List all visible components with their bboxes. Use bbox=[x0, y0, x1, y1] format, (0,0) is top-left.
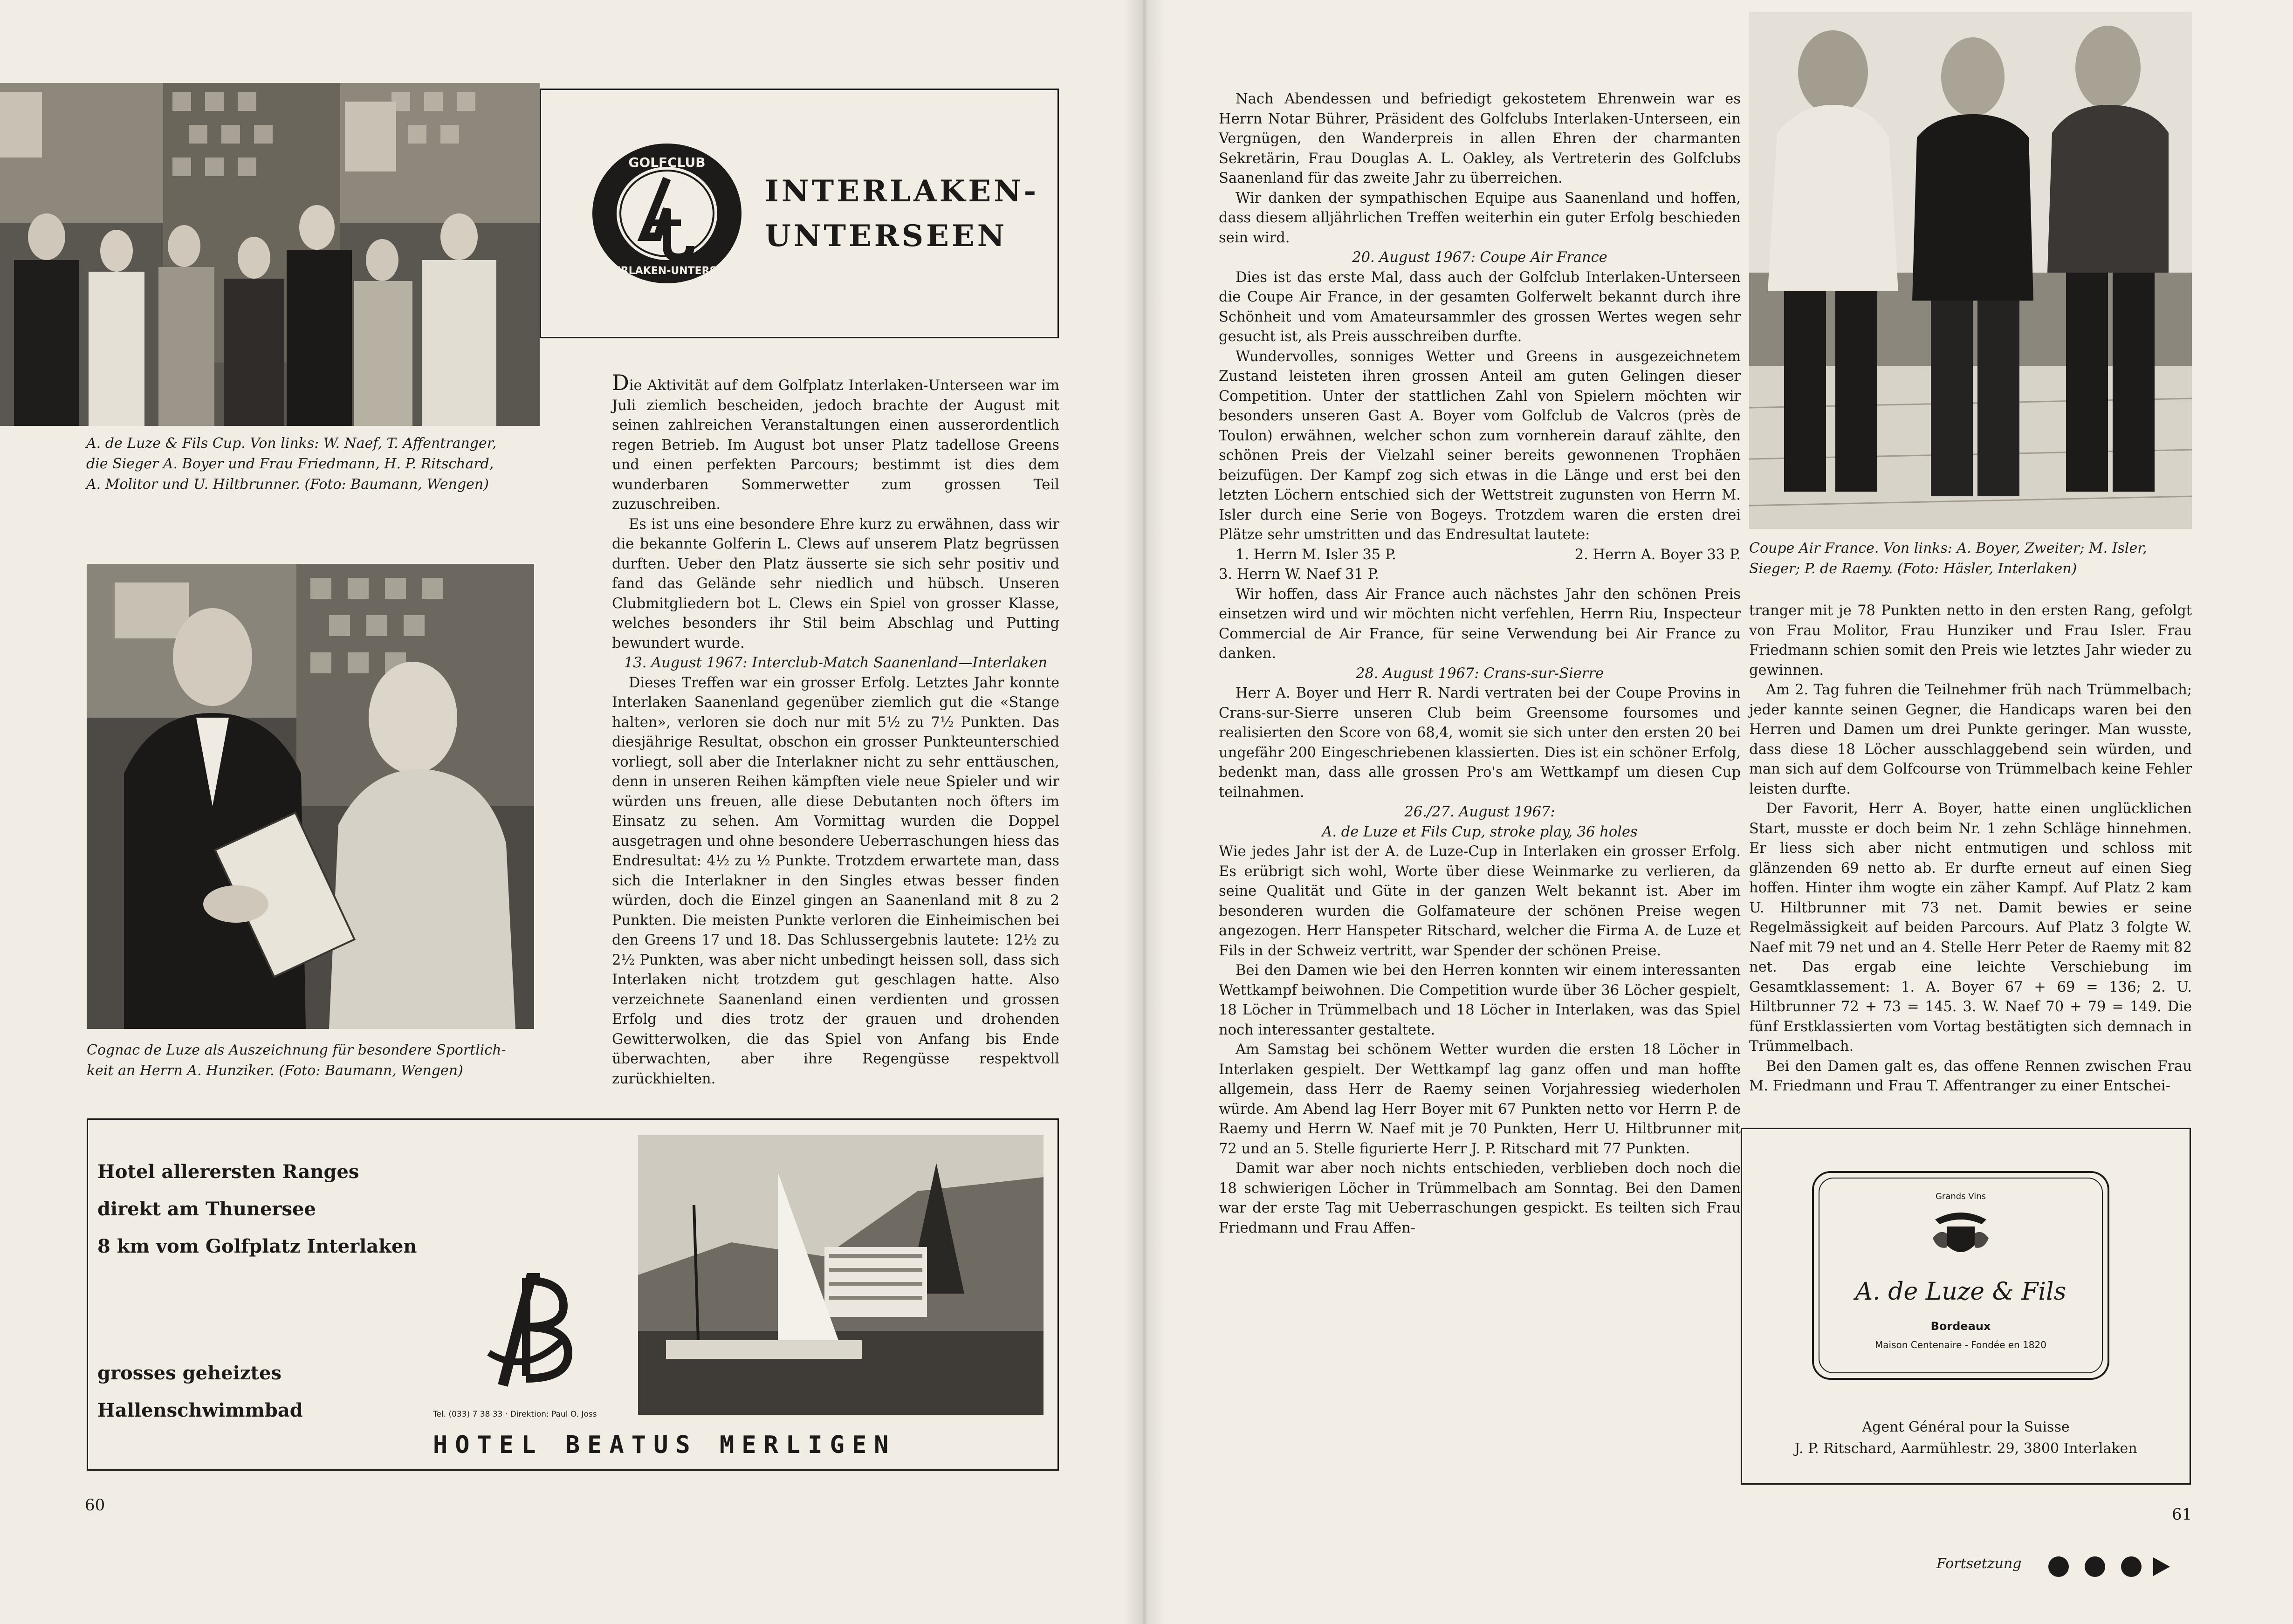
ad-text-line: Hotel allerersten Ranges bbox=[97, 1161, 359, 1183]
wine-label bbox=[1812, 1171, 2109, 1380]
continued-indicator bbox=[1936, 1552, 2216, 1580]
photo-trophy-winners bbox=[0, 83, 540, 426]
golfclub-logo-icon bbox=[588, 134, 746, 293]
section-heading: 26./27. August 1967: bbox=[1404, 804, 1555, 820]
book-gutter bbox=[1123, 0, 1165, 1624]
title-line: INTERLAKEN- bbox=[765, 174, 1039, 209]
article-paragraph: Wie jedes Jahr ist der A. de Luze-Cup in Interlaken ein grosser Erfolg. Es erübrigt sich wohl, Worte über diese Weinmarke zu verlieren, da seine Qualität und Güte in der ganzen Welt bekannt ist. Aber im besonderen wurden die Golfamateure der schönen Preise wegen angezogen. Herr Hanspeter Ritschard, welcher die Firma A. de Luze et Fils in der Schweiz vertritt, war Spender der schönen Preise. bbox=[1219, 843, 1741, 959]
article-column-1 bbox=[612, 370, 1059, 1089]
hotel-beatus-ad bbox=[87, 1118, 1059, 1471]
page-title bbox=[765, 169, 1039, 259]
article-column-2 bbox=[1219, 89, 1741, 1238]
article-paragraph: Am Samstag bei schönem Wetter wurden die ersten 18 Löcher in Interlaken gespielt. Der Wettkampf lag ganz offen und man hoffte allgemein, dass Herr de Raemy seinen Vorjahressieg wiederholen würde. Am Abend lag Herr Boyer mit 67 Punkten netto vor Herrn P. de Raemy und Herrn W. Naef mit je 70 Punkten, Herr U. Hiltbrunner mit 72 und an 5. Stelle figurierte Herr J. P. Ritschard mit 77 Punkten. bbox=[1219, 1042, 1741, 1157]
de-luze-wine-ad bbox=[1741, 1128, 2191, 1485]
hotel-monogram-icon bbox=[480, 1269, 573, 1390]
hotel-name: HOTEL BEATUS MERLIGEN bbox=[433, 1431, 896, 1459]
article-paragraph: Nach Abendessen und befriedigt gekostetem Ehrenwein war es Herrn Notar Bührer, Präsident des Golfclubs Interlaken-Unterseen, ein Vergnügen, den Wanderpreis in allen Ehren der charmanten Sekretärin, Frau Douglas A. L. Oakley, als Vertreterin des Golfclubs Saanenland für das zweite Jahr zu überreichen. bbox=[1219, 91, 1741, 186]
result-entry: 2. Herrn A. Boyer 33 P. bbox=[1574, 546, 1741, 563]
photo1-caption bbox=[86, 433, 534, 495]
page-number: 61 bbox=[2172, 1505, 2192, 1524]
section-heading: 28. August 1967: Crans-sur-Sierre bbox=[1355, 665, 1604, 682]
results-row bbox=[1219, 545, 1741, 565]
caption-line: Coupe Air France. Von links: A. Boyer, Zweiter; M. Isler, bbox=[1749, 540, 2147, 556]
article-paragraph: tranger mit je 78 Punkten netto in den ersten Rang, gefolgt von Frau Molitor, Frau Hunziker und Frau Isler. Frau Friedmann schien somit den Preis wie letztes Jahr wieder zu gewinnen. bbox=[1749, 603, 2192, 678]
bullet-dot-icon bbox=[2048, 1556, 2069, 1577]
hotel-contact: Tel. (033) 7 38 33 · Direktion: Paul O. Joss bbox=[433, 1410, 597, 1419]
result-entry: 1. Herrn M. Isler 35 P. bbox=[1236, 546, 1396, 563]
section-heading: A. de Luze et Fils Cup, stroke play, 36 holes bbox=[1322, 823, 1638, 840]
article-paragraph: Damit war aber noch nichts entschieden, verblieben doch noch die 18 schwierigen Löcher in Trümmelbach am Sonntag. Bei den Damen war der erste Tag mit Ueberraschungen gespickt. Es teilten sich Frau Friedmann und Frau Affen- bbox=[1219, 1160, 1741, 1236]
article-paragraph: Der Favorit, Herr A. Boyer, hatte einen unglücklichen Start, musste er doch beim Nr. 1 zehn Schläge hinnehmen. Er liess sich aber nicht entmutigen und schloss mit glänzenden 69 netto ab. Er durfte erneut auf einen Sieg hoffen. Hinter ihm wogte ein zäher Kampf. Auf Platz 2 kam U. Hiltbrunner mit 73 net. Damit bewies er seine Regelmässigkeit auf beiden Parcours. Auf Platz 3 folgte W. Naef mit 79 net und an 4. Stelle Herr Peter de Raemy mit 82 net. Das ergab eine leichte Verschiebung im Gesamtklassement: 1. A. Boyer 67 + 69 = 136; 2. U. Hiltbrunner 72 + 73 = 145. 3. W. Naef 70 + 79 = 149. Die fünf Erstklassierten vom Vortag bestätigten sich demnach in Trümmelbach. bbox=[1749, 801, 2192, 1055]
continued-label: Fortsetzung bbox=[1936, 1555, 2022, 1572]
right-page bbox=[1144, 0, 2293, 1624]
ad-text-line: direkt am Thunersee bbox=[97, 1198, 316, 1220]
article-paragraph: Herr A. Boyer und Herr R. Nardi vertraten bei der Coupe Provins in Crans-sur-Sierre unseren Club beim Greensome foursomes und realisierten den Score von 68,4, womit sie sich unter den ersten 20 bei ungefähr 200 Eingeschriebenen klassierten. Dies ist ein schöner Erfolg, bedenkt man, dass alle grossen Pro's am Wettkampf um diesen Cup teilnahmen. bbox=[1219, 685, 1741, 801]
wine-subtitle: Maison Centenaire - Fondée en 1820 bbox=[1875, 1339, 2046, 1350]
photo2-caption bbox=[87, 1040, 534, 1081]
arrow-right-icon bbox=[2153, 1557, 2170, 1576]
article-paragraph: Am 2. Tag fuhren die Teilnehmer früh nach Trümmelbach; jeder kannte seinen Gegner, die Handicaps waren bei den Herren und Damen um drei Punkte geringer. Man wusste, dass diese 18 Löcher ausschlaggebend sein würden, und man sich auf dem Golfcourse von Trümmelbach keine Fehler leisten durfte. bbox=[1749, 682, 2192, 797]
page-number: 60 bbox=[85, 1496, 105, 1514]
ad-text-line: 8 km vom Golfplatz Interlaken bbox=[97, 1235, 417, 1257]
wine-agent-line: Agent Général pour la Suisse bbox=[1862, 1419, 2070, 1435]
result-entry: 3. Herrn W. Naef 31 P. bbox=[1219, 566, 1379, 582]
article-paragraph: Dieses Treffen war ein grosser Erfolg. Letztes Jahr konnte Interlaken Saanenland gegenüber ziemlich gut die «Stange halten», verloren sie doch nur mit 5½ zu 7½ Punkten. Das diesjährige Resultat, obschon ein grosser Punkteunterschied vorliegt, soll aber die Interlakner nicht zu sehr enttäuschen, denn in unseren Reihen kämpften viele neue Spieler und wir würden uns freuen, alle diese Debutanten noch öfters im Einsatz zu sehen. Am Vormittag wurden die Doppel ausgetragen und ohne besondere Ueberraschungen hiess das Endresultat: 4½ zu ½ Punkte. Trotzdem erwartete man, dass sich die Interlakner in den Singles etwas besser finden würden, doch die Einzel gingen an Saanenland mit 8 zu 2 Punkten. Die meisten Punkte verloren die Einheimischen bei den Greens 17 und 18. Das Schlussergebnis lautete: 12½ zu 2½ Punkten, was aber nicht unbedingt heissen soll, dass sich Interlaken nicht trotzdem gut geschlagen hatte. Also verzeichnete Saanenland einen verdienten und grossen Erfolg und dies trotz der grauen und drohenden Gewitterwolken, die das Spiel von Anfang bis Ende überwachten, aber ihre Regengüsse respektvoll zurückhielten. bbox=[612, 674, 1059, 1087]
caption-line: die Sieger A. Boyer und Frau Friedmann, H. P. Ritschard, bbox=[86, 456, 494, 472]
ad-text-line: Hallenschwimmbad bbox=[97, 1399, 303, 1421]
left-page bbox=[0, 0, 1144, 1624]
wine-label-top: Grands Vins bbox=[1935, 1192, 1986, 1201]
article-paragraph: Wir hoffen, dass Air France auch nächstes Jahr den schönen Preis einsetzen wird und wir möchten nicht verfehlen, Herrn Riu, Inspecteur Commercial de Air France, für seine Verwendung bei Air France zu danken. bbox=[1219, 586, 1741, 662]
section-heading: 20. August 1967: Coupe Air France bbox=[1352, 249, 1607, 266]
svg-text:GOLFCLUB: GOLFCLUB bbox=[628, 155, 706, 170]
ad-text-line: grosses geheiztes bbox=[97, 1362, 281, 1384]
coat-of-arms-icon bbox=[1930, 1206, 1991, 1261]
section-heading: 13. August 1967: Interclub-Match Saanenland—Interlaken bbox=[624, 655, 1048, 671]
article-paragraph: Bei den Damen galt es, das offene Rennen zwischen Frau M. Friedmann und Frau T. Affentranger zu einer Entschei- bbox=[1749, 1058, 2192, 1094]
article-paragraph: Wir danken der sympathischen Equipe aus Saanenland und hoffen, dass diesem alljährlichen Treffen weiterhin ein guter Erfolg beschieden sein wird. bbox=[1219, 190, 1741, 246]
caption-line: A. de Luze & Fils Cup. Von links: W. Naef, T. Affentranger, bbox=[86, 435, 497, 452]
photo-cognac-presentation bbox=[87, 564, 534, 1029]
caption-line: Cognac de Luze als Auszeichnung für besondere Sportlich- bbox=[87, 1042, 506, 1058]
wine-signature: A. de Luze & Fils bbox=[1855, 1278, 2066, 1306]
article-paragraph: Wundervolles, sonniges Wetter und Greens in ausgezeichnetem Zustand leisteten ihren grossen Anteil am guten Gelingen dieser Competition. Unter der stattlichen Zahl von Spielern möchten wir besonders unseren Gast A. Boyer vom Golfclub de Valcros (près de Toulon) erwähnen, welcher schon zum vornherein darauf zählte, den schönen Preis der Vielzahl seiner bereits gewonnenen Trophäen beizufügen. Der Kampf zog sich etwas in die Länge und erst bei den letzten Löchern entschied sich der Wettstreit zugunsten von Herrn M. Isler durch eine Serie von Bogeys. Trotzdem waren die ersten drei Plätze sehr umstritten und das Endresultat lautete: bbox=[1219, 348, 1741, 543]
bullet-dot-icon bbox=[2121, 1556, 2142, 1577]
article-paragraph: Es ist uns eine besondere Ehre kurz zu erwähnen, dass wir die bekannte Golferin L. Clews auf unserem Platz begrüssen durften. Ueber den Platz äusserte sie sich sehr positiv und fand das Gelände sehr niedlich und hübsch. Unseren Clubmitgliedern bot L. Clews ein Spiel von grosser Klasse, welches besonders ihr Stil beim Abschlag und Putting bewundert wurde. bbox=[612, 516, 1059, 651]
article-column-3 bbox=[1749, 601, 2192, 1096]
wine-agent-line: J. P. Ritschard, Aarmühlestr. 29, 3800 Interlaken bbox=[1794, 1440, 2137, 1457]
photo-coupe-air-france bbox=[1749, 12, 2192, 529]
photo3-caption bbox=[1749, 538, 2192, 579]
wine-city: Bordeaux bbox=[1930, 1320, 1991, 1333]
bullet-dot-icon bbox=[2085, 1556, 2105, 1577]
photo-hotel-lake bbox=[638, 1135, 1044, 1415]
caption-line: A. Molitor und U. Hiltbrunner. (Foto: Baumann, Wengen) bbox=[86, 476, 489, 493]
article-paragraph: Bei den Damen wie bei den Herren konnten wir einem interessanten Wettkampf beiwohnen. Die Competition wurde über 36 Löcher gespielt, 18 Löcher in Trümmelbach und 18 Löcher in Interlaken, was das Spiel noch interessanter gestaltete. bbox=[1219, 962, 1741, 1038]
svg-text:INTERLAKEN-UNTERSEEN: INTERLAKEN-UNTERSEEN bbox=[594, 265, 740, 277]
caption-line: keit an Herrn A. Hunziker. (Foto: Baumann, Wengen) bbox=[87, 1062, 463, 1079]
caption-line: Sieger; P. de Raemy. (Foto: Häsler, Interlaken) bbox=[1749, 561, 2077, 577]
article-paragraph: Die Aktivität auf dem Golfplatz Interlaken-Unterseen war im Juli ziemlich bescheiden, jedoch brachte der August mit seinen zahlreichen Veranstaltungen einen ausserordentlich regen Betrieb. Im August bot unser Platz tadellose Greens und einen perfekten Parcours; bestimmt ist dies dem wunderbaren Sommerwetter zum grossen Teil zuzuschreiben. bbox=[612, 370, 1059, 513]
article-paragraph: Dies ist das erste Mal, dass auch der Golfclub Interlaken-Unterseen die Coupe Air France, in der gesamten Golferwelt bekannt durch ihre Schönheit und vom Amateursammler des grossen Wertes wegen sehr gesucht ist, als Preis ausschreiben durfte. bbox=[1219, 269, 1741, 345]
title-box bbox=[540, 89, 1059, 338]
title-line: UNTERSEEN bbox=[765, 219, 1008, 254]
